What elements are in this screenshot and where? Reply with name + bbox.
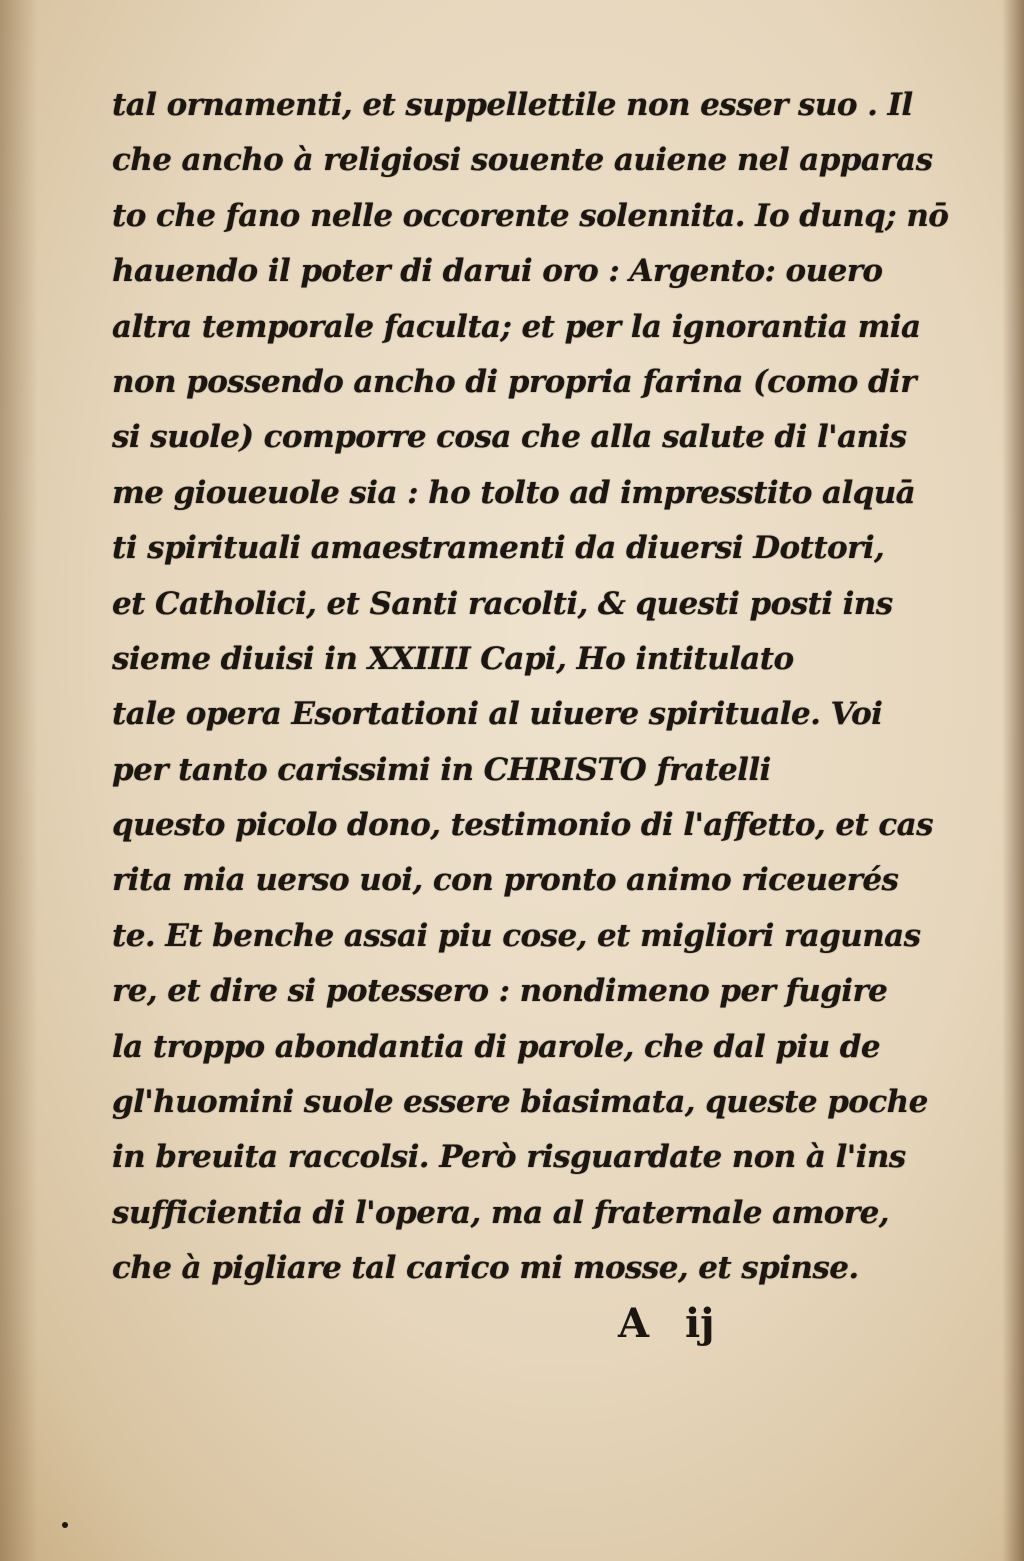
text-line-8: me gioueuole sia : ho tolto ad impresstito alquā xyxy=(112,474,916,511)
text-line-19: gl'huomini suole essere biasimata, queste poche xyxy=(112,1084,928,1121)
text-line-5: altra temporale faculta; et per la ignorantia mia xyxy=(112,308,921,345)
text-line-7: si suole) comporre cosa che alla salute di l'anis xyxy=(112,419,907,456)
text-line-11: sieme diuisi in XXIIII Capi, Ho intitulato xyxy=(112,640,794,677)
text-line-21: sufficientia di l'opera, ma al fraternale amore, xyxy=(112,1194,889,1231)
text-line-22: che à pigliare tal carico mi mosse, et spinse. xyxy=(112,1250,859,1287)
text-line-18: la troppo abondantia di parole, che dal piu de xyxy=(112,1028,881,1065)
text-line-16: te. Et benche assai piu cose, et migliori ragunas xyxy=(112,917,921,954)
text-line-12: tale opera Esortationi al uiuere spirituale. Voi xyxy=(112,696,883,733)
signature-mark: A ij xyxy=(618,1300,715,1347)
text-line-20: in breuita raccolsi. Però risguardate non à l'ins xyxy=(112,1139,906,1176)
ink-speck xyxy=(62,1522,68,1528)
text-line-15: rita mia uerso uoi, con pronto animo riceuerés xyxy=(112,862,899,899)
text-line-2: che ancho à religiosi souente auiene nel apparas xyxy=(112,142,933,179)
text-line-14: questo picolo dono, testimonio di l'affetto, et cas xyxy=(112,807,933,844)
text-line-1: tal ornamenti, et suppellettile non esser suo . Il xyxy=(112,87,913,123)
page-text-block xyxy=(112,78,949,1297)
text-line-6: non possendo ancho di propria farina (como dir xyxy=(112,363,916,400)
text-line-9: ti spirituali amaestramenti da diuersi Dottori, xyxy=(112,530,885,567)
text-line-17: re, et dire si potessero : nondimeno per fugire xyxy=(112,973,888,1010)
text-line-13: per tanto carissimi in CHRISTO fratelli xyxy=(112,751,771,788)
text-line-10: et Catholici, et Santi racolti, & questi posti ins xyxy=(112,585,893,622)
text-line-3: to che fano nelle occorente solennita. Io dunq; nō xyxy=(112,197,949,234)
text-line-4: hauendo il poter di darui oro : Argento: ouero xyxy=(112,253,883,290)
